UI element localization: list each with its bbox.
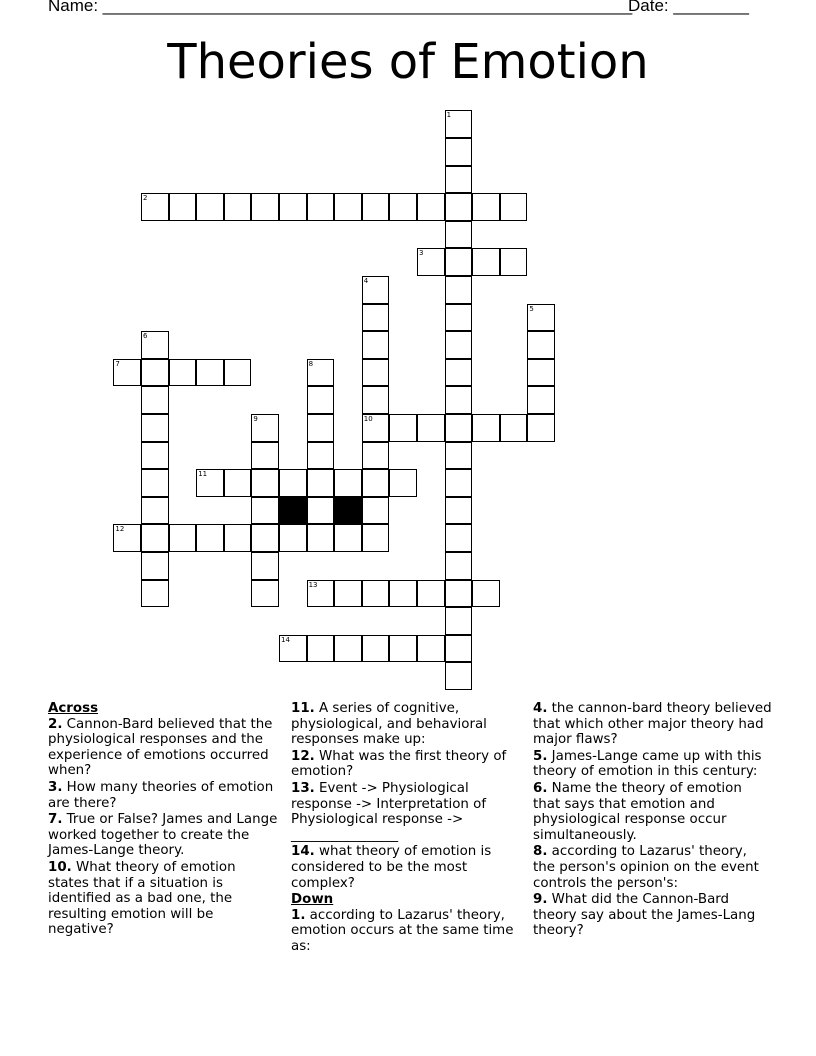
grid-cell[interactable]: [445, 497, 473, 525]
clue-down-1: [291, 908, 517, 955]
grid-cell[interactable]: [445, 110, 473, 138]
grid-cell[interactable]: [279, 469, 307, 497]
grid-cell[interactable]: [251, 524, 279, 552]
clue-text: What did the Cannon-Bard theory say about the James-Lang theory?: [533, 892, 756, 939]
grid-cell[interactable]: [445, 193, 473, 221]
grid-cell[interactable]: [389, 414, 417, 442]
clue-text: according to Lazarus' theory, the person's opinion on the event controls the person's:: [533, 844, 759, 891]
grid-cell[interactable]: [141, 580, 169, 608]
grid-cell[interactable]: [251, 469, 279, 497]
grid-cell[interactable]: [113, 524, 141, 552]
grid-cell[interactable]: [251, 497, 279, 525]
clue-down-8: [533, 844, 773, 891]
clue-text: James-Lange came up with this theory of emotion in this century:: [533, 748, 762, 780]
grid-cell[interactable]: [307, 524, 335, 552]
grid-cell[interactable]: [141, 359, 169, 387]
grid-cell[interactable]: [362, 359, 390, 387]
grid-cell[interactable]: [334, 193, 362, 221]
clue-number-label: 12: [115, 525, 125, 534]
grid-cell[interactable]: [527, 331, 555, 359]
grid-cell[interactable]: [196, 193, 224, 221]
clue-number: 11.: [291, 701, 315, 716]
grid-cell[interactable]: [224, 469, 252, 497]
grid-cell[interactable]: [251, 193, 279, 221]
grid-cell[interactable]: [362, 276, 390, 304]
grid-cell[interactable]: [472, 248, 500, 276]
grid-cell[interactable]: [445, 442, 473, 470]
grid-cell[interactable]: [417, 248, 445, 276]
grid-cell[interactable]: [169, 359, 197, 387]
grid-cell[interactable]: [389, 469, 417, 497]
grid-cell[interactable]: [417, 414, 445, 442]
grid-cell[interactable]: [362, 386, 390, 414]
grid-cell[interactable]: [334, 524, 362, 552]
grid-cell[interactable]: [334, 635, 362, 663]
grid-cell[interactable]: [500, 248, 528, 276]
grid-cell[interactable]: [224, 193, 252, 221]
grid-cell[interactable]: [417, 193, 445, 221]
clue-text: What was the first theory of emotion?: [291, 748, 507, 780]
grid-cell[interactable]: [445, 331, 473, 359]
grid-cell[interactable]: [362, 497, 390, 525]
grid-cell[interactable]: [445, 580, 473, 608]
grid-cell[interactable]: [334, 469, 362, 497]
grid-cell[interactable]: [472, 193, 500, 221]
clue-number: 9.: [533, 892, 548, 908]
grid-cell[interactable]: [251, 442, 279, 470]
grid-cell[interactable]: [500, 414, 528, 442]
clue-number: 6.: [533, 780, 548, 796]
clues-column-3: [533, 701, 773, 940]
clue-text: How many theories of emotion are there?: [48, 779, 274, 811]
grid-cell[interactable]: [141, 414, 169, 442]
clue-text: Name the theory of emotion that says that emotion and physiological response occur simultaneously.: [533, 780, 742, 843]
clue-text: Cannon-Bard believed that the physiological responses and the experience of emotions occurred when?: [48, 716, 273, 779]
grid-cell[interactable]: [307, 359, 335, 387]
clue-text: What theory of emotion states that if a situation is identified as a bad one, the resulting emotion will be negative?: [48, 859, 236, 938]
grid-cell[interactable]: [417, 635, 445, 663]
clue-across-7: [48, 812, 280, 859]
grid-cell[interactable]: [445, 166, 473, 194]
grid-cell[interactable]: [362, 331, 390, 359]
black-grid-cell: [279, 497, 307, 525]
clue-number-label: 3: [419, 249, 424, 258]
grid-cell[interactable]: [307, 580, 335, 608]
clue-text: what theory of emotion is considered to be the most complex?: [291, 844, 492, 891]
clue-number: 13.: [291, 780, 315, 796]
grid-cell[interactable]: [141, 442, 169, 470]
grid-cell[interactable]: [279, 193, 307, 221]
grid-cell[interactable]: [445, 469, 473, 497]
clue-number-label: 4: [363, 277, 369, 285]
clue-number: 14.: [291, 844, 315, 860]
grid-cell[interactable]: [362, 580, 390, 608]
clue-number-label: 10: [363, 415, 373, 423]
grid-cell[interactable]: [389, 635, 417, 663]
grid-cell[interactable]: [307, 442, 335, 470]
clue-number: 12.: [291, 748, 315, 764]
grid-cell[interactable]: [362, 635, 390, 663]
grid-cell[interactable]: [500, 193, 528, 221]
clues-column-2: [291, 701, 517, 956]
grid-cell[interactable]: [445, 524, 473, 552]
clue-across-11: [291, 701, 517, 748]
grid-cell[interactable]: [141, 193, 169, 221]
clue-text: A series of cognitive, physiological, and behavioral responses make up:: [291, 701, 487, 748]
clue-text: True or False? James and Lange worked together to create the James-Lange theory.: [48, 812, 278, 859]
grid-cell[interactable]: [445, 304, 473, 332]
grid-cell[interactable]: [472, 580, 500, 608]
clue-across-3: [48, 780, 280, 811]
grid-cell[interactable]: [113, 359, 141, 387]
grid-cell[interactable]: [472, 414, 500, 442]
grid-cell[interactable]: [362, 442, 390, 470]
clue-across-13: [291, 781, 517, 843]
page-title: Theories of Emotion: [167, 34, 649, 90]
clue-number-label: 6: [143, 332, 148, 341]
grid-cell[interactable]: [196, 359, 224, 387]
grid-cell[interactable]: [445, 221, 473, 249]
grid-cell[interactable]: [279, 524, 307, 552]
across-heading: Across: [48, 701, 99, 716]
down-heading: Down: [291, 892, 334, 908]
grid-cell[interactable]: [389, 193, 417, 221]
clue-number-label: 8: [308, 359, 314, 368]
grid-cell[interactable]: [445, 386, 473, 414]
clue-number-label: 9: [253, 415, 258, 423]
clue-number: 8.: [533, 844, 548, 860]
clue-number: 4.: [533, 701, 548, 716]
clue-across-12: [291, 749, 517, 780]
grid-cell[interactable]: [445, 635, 473, 663]
clue-number-label: 2: [143, 194, 148, 203]
grid-cell[interactable]: [445, 662, 473, 690]
grid-cell[interactable]: [417, 580, 445, 608]
grid-cell[interactable]: [141, 497, 169, 525]
clue-number-label: 1: [446, 111, 452, 120]
grid-cell[interactable]: [445, 552, 473, 580]
clue-number: 5.: [533, 748, 548, 764]
clue-text: according to Lazarus' theory, emotion occurs at the same time as:: [291, 907, 514, 954]
grid-cell[interactable]: [527, 304, 555, 332]
grid-cell[interactable]: [362, 524, 390, 552]
grid-cell[interactable]: [307, 386, 335, 414]
grid-cell[interactable]: [307, 497, 335, 525]
grid-cell[interactable]: [141, 386, 169, 414]
clue-number-label: 11: [198, 470, 208, 479]
grid-cell[interactable]: [141, 552, 169, 580]
grid-cell[interactable]: [251, 414, 279, 442]
grid-cell[interactable]: [169, 524, 197, 552]
grid-cell[interactable]: [527, 414, 555, 442]
clue-down-9: [533, 892, 773, 939]
grid-cell[interactable]: [445, 248, 473, 276]
clue-down-4: [533, 701, 773, 748]
grid-cell[interactable]: [445, 607, 473, 635]
grid-cell[interactable]: [527, 359, 555, 387]
grid-cell[interactable]: [362, 469, 390, 497]
clue-number-label: 7: [115, 359, 120, 368]
clue-number-label: 14: [281, 635, 290, 644]
grid-cell[interactable]: [307, 469, 335, 497]
clue-number-label: 13: [308, 580, 318, 589]
grid-cell[interactable]: [141, 331, 169, 359]
grid-cell[interactable]: [362, 304, 390, 332]
clue-across-10: [48, 860, 280, 938]
clue-number: 2.: [48, 716, 63, 732]
grid-cell[interactable]: [224, 524, 252, 552]
grid-cell[interactable]: [224, 359, 252, 387]
name-line[interactable]: Name: ________________________________________________________: [48, 0, 633, 15]
clue-text: the cannon-bard theory believed that which other major theory had major flaws?: [533, 701, 772, 748]
clue-number: 1.: [291, 907, 306, 923]
clue-number: 7.: [48, 812, 63, 828]
grid-cell[interactable]: [445, 138, 473, 166]
grid-cell[interactable]: [196, 469, 224, 497]
grid-cell[interactable]: [527, 386, 555, 414]
grid-cell[interactable]: [251, 580, 279, 608]
clue-across-2: [48, 717, 280, 779]
grid-cell[interactable]: [307, 193, 335, 221]
grid-cell[interactable]: [307, 414, 335, 442]
clue-text: Event -> Physiological response -> Interpretation of Physiological response -> ________________: [291, 780, 487, 843]
date-line[interactable]: Date: ________: [628, 0, 749, 15]
clues-column-1: [48, 701, 280, 939]
grid-cell[interactable]: [196, 524, 224, 552]
grid-cell[interactable]: [445, 414, 473, 442]
grid-cell[interactable]: [307, 635, 335, 663]
grid-cell[interactable]: [389, 580, 417, 608]
clue-down-6: [533, 781, 773, 843]
clue-number-label: 5: [529, 304, 534, 313]
grid-cell[interactable]: [362, 193, 390, 221]
clue-down-5: [533, 749, 773, 780]
grid-cell[interactable]: [251, 552, 279, 580]
grid-cell[interactable]: [362, 414, 390, 442]
grid-cell[interactable]: [279, 635, 307, 663]
black-grid-cell: [334, 497, 362, 525]
clue-number: 3.: [48, 779, 63, 795]
clue-number: 10.: [48, 859, 72, 875]
grid-cell[interactable]: [141, 469, 169, 497]
grid-cell[interactable]: [445, 359, 473, 387]
grid-cell[interactable]: [141, 524, 169, 552]
grid-cell[interactable]: [445, 276, 473, 304]
grid-cell[interactable]: [169, 193, 197, 221]
grid-cell[interactable]: [334, 580, 362, 608]
clue-across-14: [291, 844, 517, 891]
